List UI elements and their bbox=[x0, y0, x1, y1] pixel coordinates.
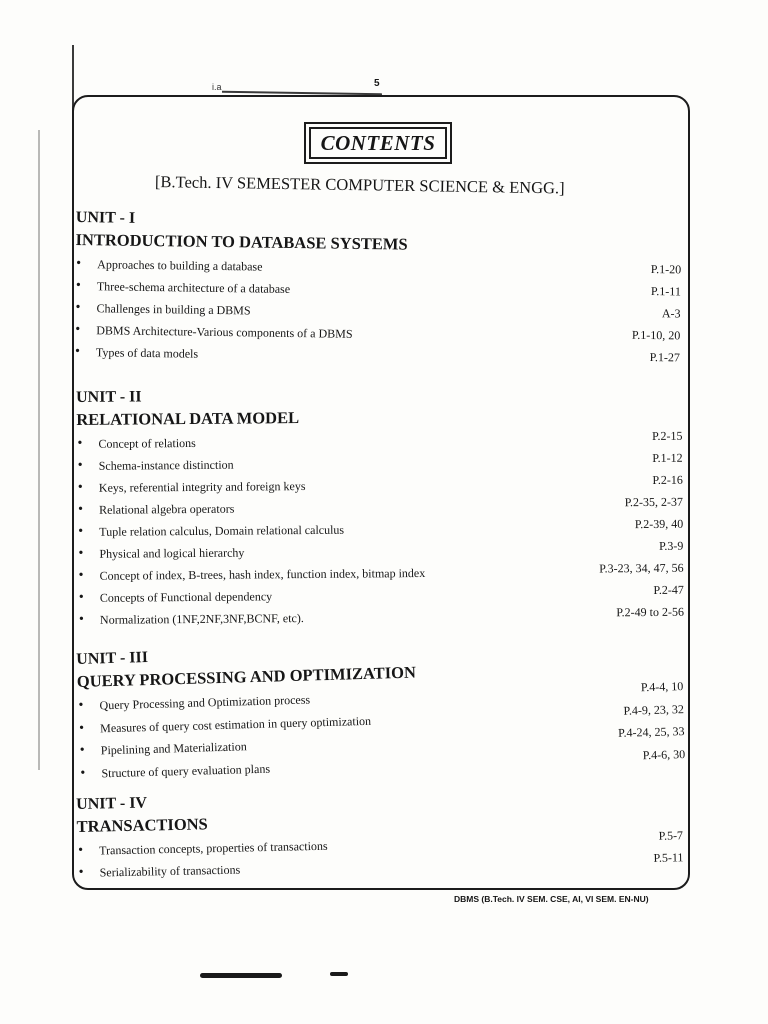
bullet-icon: • bbox=[76, 256, 82, 272]
unit-label: UNIT - II bbox=[76, 388, 142, 406]
bullet-icon: • bbox=[78, 567, 84, 583]
page-title: CONTENTS bbox=[309, 127, 447, 159]
topic-text: Query Processing and Optimization process bbox=[99, 692, 311, 713]
page-ref: P.2-49 to 2-56 bbox=[616, 604, 685, 620]
page-ref: P.5-7 bbox=[658, 828, 684, 843]
unit-section bbox=[76, 782, 688, 885]
bullet-icon: • bbox=[78, 589, 84, 605]
page-ref: P.3-9 bbox=[658, 538, 684, 553]
bullet-icon: • bbox=[75, 300, 81, 316]
bullet-icon: • bbox=[78, 842, 84, 858]
title-box bbox=[304, 122, 452, 164]
bullet-icon: • bbox=[78, 545, 84, 561]
page-ref: A-3 bbox=[661, 306, 681, 321]
topic-text: Keys, referential integrity and foreign keys bbox=[98, 479, 306, 495]
page-ref: P.2-47 bbox=[653, 582, 684, 597]
topic-text: Concept of relations bbox=[98, 435, 196, 451]
bullet-icon: • bbox=[75, 322, 81, 338]
unit-label: UNIT - III bbox=[76, 648, 149, 668]
bullet-icon: • bbox=[78, 611, 84, 627]
unit-label: UNIT - IV bbox=[76, 794, 148, 813]
topic-text: Concepts of Functional dependency bbox=[99, 589, 273, 605]
page-ref: P.1-20 bbox=[650, 262, 682, 277]
corner-scribble: i.a bbox=[212, 82, 222, 92]
bullet-icon: • bbox=[78, 864, 84, 880]
page-ref: P.1-12 bbox=[652, 450, 683, 465]
page-ref: P.1-10, 20 bbox=[631, 327, 681, 343]
topic-text: Tuple relation calculus, Domain relational calculus bbox=[99, 522, 345, 539]
page-footer: DBMS (B.Tech. IV SEM. CSE, AI, VI SEM. EN-NU) bbox=[454, 894, 649, 904]
unit-section bbox=[76, 383, 688, 632]
page-ref: P.5-11 bbox=[653, 850, 684, 865]
page-ref: P.1-27 bbox=[649, 350, 681, 365]
page-ref: P.4-4, 10 bbox=[640, 679, 684, 695]
page-edge-line bbox=[38, 130, 40, 770]
bullet-icon: • bbox=[78, 697, 84, 713]
page-ref: P.2-35, 2-37 bbox=[624, 494, 684, 510]
unit-section bbox=[76, 633, 690, 786]
bullet-icon: • bbox=[74, 344, 81, 360]
topic-text: DBMS Architecture-Various components of a DBMS bbox=[96, 323, 353, 341]
bullet-icon: • bbox=[77, 479, 83, 495]
topic-text: Types of data models bbox=[95, 345, 199, 361]
bullet-icon: • bbox=[75, 278, 81, 294]
page-ref: P.1-11 bbox=[650, 284, 681, 299]
topic-text: Transaction concepts, properties of transactions bbox=[99, 838, 328, 858]
topic-text: Schema-instance distinction bbox=[98, 457, 234, 473]
bullet-icon: • bbox=[78, 523, 84, 539]
topic-text: Serializability of transactions bbox=[99, 862, 241, 880]
topic-text: Physical and logical hierarchy bbox=[99, 545, 245, 561]
unit-label: UNIT - I bbox=[75, 208, 136, 227]
topic-text: Measures of query cost estimation in query optimization bbox=[99, 713, 372, 735]
topic-text: Pipelining and Materialization bbox=[100, 739, 247, 758]
topic-text: Normalization (1NF,2NF,3NF,BCNF, etc). bbox=[99, 611, 304, 627]
page-ref: P.4-6, 30 bbox=[642, 746, 686, 762]
page-ref: P.3-23, 34, 47, 56 bbox=[599, 560, 684, 576]
scan-smudge bbox=[330, 972, 348, 976]
page-ref: P.4-24, 25, 33 bbox=[617, 724, 685, 740]
unit-section bbox=[74, 208, 686, 373]
scan-smudge bbox=[200, 973, 282, 978]
unit-title: RELATIONAL DATA MODEL bbox=[76, 408, 300, 429]
topic-text: Structure of query evaluation plans bbox=[101, 761, 271, 780]
page-ref: P.4-9, 23, 32 bbox=[623, 701, 685, 718]
bullet-icon: • bbox=[77, 457, 83, 473]
unit-title: QUERY PROCESSING AND OPTIMIZATION bbox=[76, 662, 417, 691]
bullet-icon: • bbox=[77, 435, 83, 451]
bullet-icon: • bbox=[77, 501, 84, 517]
page-number: 5 bbox=[374, 78, 380, 89]
page-ref: P.2-16 bbox=[652, 472, 683, 487]
bullet-icon: • bbox=[78, 720, 85, 736]
bullet-icon: • bbox=[80, 765, 86, 781]
unit-title: INTRODUCTION TO DATABASE SYSTEMS bbox=[75, 229, 408, 254]
topic-text: Challenges in building a DBMS bbox=[96, 301, 251, 318]
topic-text: Approaches to building a database bbox=[97, 257, 263, 274]
bullet-icon: • bbox=[79, 742, 85, 758]
unit-title: TRANSACTIONS bbox=[76, 814, 208, 836]
topic-text: Three-schema architecture of a database bbox=[96, 279, 291, 296]
page-ref: P.2-39, 40 bbox=[634, 516, 684, 532]
course-subtitle: [B.Tech. IV SEMESTER COMPUTER SCIENCE & ENGG.] bbox=[154, 172, 565, 198]
page-ref: P.2-15 bbox=[652, 428, 683, 443]
topic-text: Concept of index, B-trees, hash index, function index, bitmap index bbox=[99, 565, 426, 583]
topic-text: Relational algebra operators bbox=[99, 501, 235, 517]
